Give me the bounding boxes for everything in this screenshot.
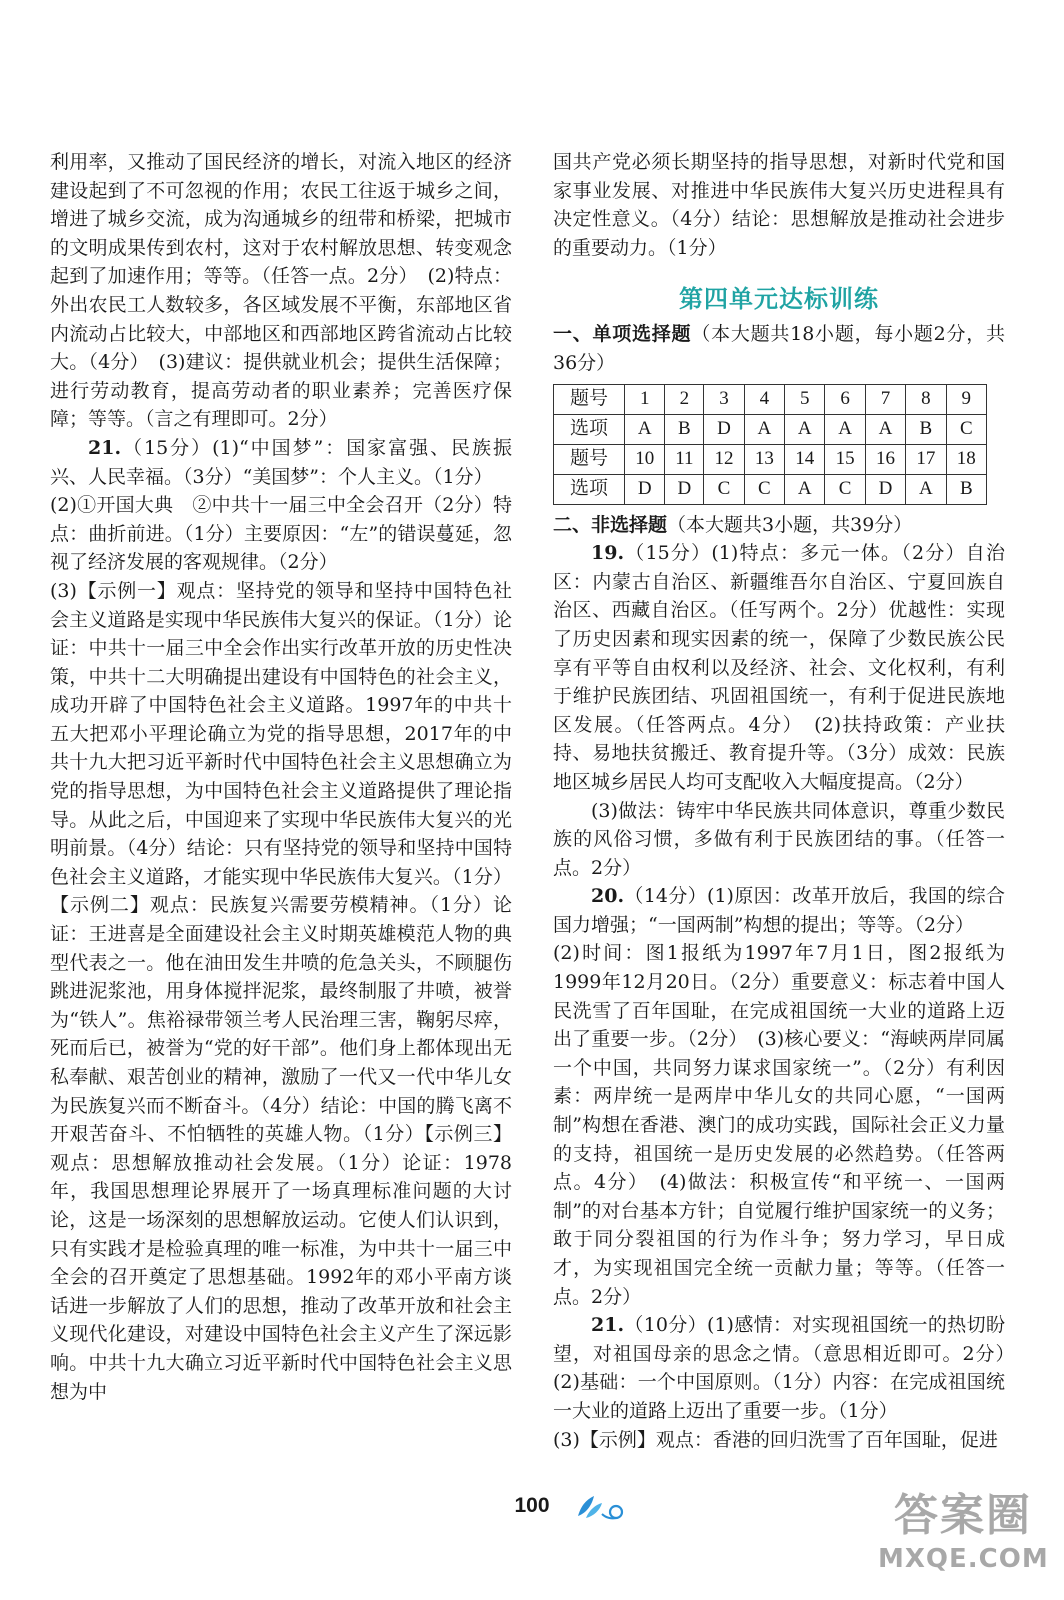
table-row xyxy=(554,444,987,474)
q20-number: 20. xyxy=(591,885,625,908)
q19-text: （15分）(1)特点：多元一体。（2分）自治区：内蒙古自治区、新疆维吾尔自治区、宁夏回族自治区、西藏自治区。（任写两个。2分）优越性：实现了历史因素和现实因素的统一，保障了少数民族公民享有平等自由权利以及经济、社会、文化权利，有利于维护民族团结、巩固祖国统一，有利于促进民族地区发展。（任答两点。4分） (2)扶持政策：产业扶持、易地扶贫搬迁、教育提升等。（3分）成效：民族地区城乡居民人均可支配收入大幅度提高。（2分） xyxy=(553,542,1005,793)
table-cell: C xyxy=(704,474,744,504)
q20-text: （14分）(1)原因：改革开放后，我国的综合国力增强；“一国两制”构想的提出；等等。（2分） xyxy=(553,885,1005,936)
q21b-paragraph xyxy=(553,1311,1025,1425)
table-cell: A xyxy=(825,414,865,444)
table-cell: 4 xyxy=(744,384,784,414)
table-cell: 13 xyxy=(744,444,784,474)
mc-note: （本大题共18小题，每小题2分，共36分） xyxy=(553,323,1005,374)
table-row xyxy=(554,384,987,414)
q20-paragraph xyxy=(553,882,1005,939)
q21-paragraph xyxy=(50,434,512,491)
table-cell: B xyxy=(906,414,946,444)
section-title: 第四单元达标训练 xyxy=(679,284,879,314)
page-number: 100 xyxy=(514,1494,550,1517)
table-row xyxy=(554,474,987,504)
watermark xyxy=(878,1490,1048,1590)
table-cell: A xyxy=(625,414,665,444)
table-cell: C xyxy=(825,474,865,504)
table-cell: D xyxy=(704,414,744,444)
table-cell: 17 xyxy=(906,444,946,474)
table-cell: 9 xyxy=(946,384,986,414)
table-cell: A xyxy=(865,414,905,444)
table-cell: D xyxy=(865,474,905,504)
q21b-text: （10分）(1)感情：对实现祖国统一的热切盼望，对祖国母亲的思念之情。（意思相近即可。2分） (2)基础：一个中国原则。（1分）内容：在完成祖国统一大业的道路上迈出了重要一步。（1分） xyxy=(553,1314,1025,1422)
q21-text: （15分）(1)“中国梦”：国家富强、民族振兴、人民幸福。（3分）“美国梦”：个人主义。（1分） xyxy=(50,436,512,488)
table-cell: A xyxy=(744,414,784,444)
table-cell: 1 xyxy=(625,384,665,414)
nonmc-heading-line xyxy=(553,511,1005,540)
right-paragraph-1: 国共产党必须长期坚持的指导思想，对新时代党和国家事业发展、对推进中华民族伟大复兴历史进程具有决定性意义。（4分）结论：思想解放是推动社会进步的重要动力。（1分） xyxy=(553,151,1005,259)
mc-heading-line xyxy=(553,320,1005,377)
table-cell: 11 xyxy=(665,444,704,474)
table-cell: D xyxy=(665,474,704,504)
answer-table xyxy=(553,384,987,505)
table-cell: 8 xyxy=(906,384,946,414)
nonmc-heading: 二、非选择题 xyxy=(553,513,668,536)
leaf-swirl-icon xyxy=(572,1492,632,1522)
q20-part2-paragraph: (2)时间：图1报纸为1997年7月1日，图2报纸为1999年12月20日。（2分）重要意义：标志着中国人民洗雪了百年国耻，在完成祖国统一大业的道路上迈出了重要一步。（2分） (3)核心要义：“海峡两岸同属一个中国，共同努力谋求国家统一”。（2分）有利因素：两岸统一是两岸中华儿女的共同心愿，“一国两制”构想在香港、澳门的成功实践，国际社会正义力量的支持，祖国统一是历史发展的必然趋势。（任答两点。4分） (4)做法：积极宣传“和平统一、一国两制”的对台基本方针；自觉履行维护国家统一的义务；敢于同分裂祖国的行为作斗争；努力学习，早日成才，为实现祖国完全统一贡献力量；等等。（任答一点。2分） xyxy=(553,942,1005,1308)
table-cell: 3 xyxy=(704,384,744,414)
table-cell: 14 xyxy=(785,444,825,474)
table-cell: 16 xyxy=(865,444,905,474)
q19-number: 19. xyxy=(591,542,625,565)
nonmc-note: （本大题共3小题，共39分） xyxy=(667,513,913,536)
table-cell: A xyxy=(785,414,825,444)
table-cell: 18 xyxy=(946,444,986,474)
table-cell: A xyxy=(906,474,946,504)
table-cell: 7 xyxy=(865,384,905,414)
left-column xyxy=(50,148,512,1406)
mc-heading: 一、单项选择题 xyxy=(553,323,692,346)
table-cell: D xyxy=(625,474,665,504)
table-header-cell: 选项 xyxy=(554,474,625,504)
table-cell: 10 xyxy=(625,444,665,474)
table-cell: 6 xyxy=(825,384,865,414)
table-cell: 15 xyxy=(825,444,865,474)
table-cell: 12 xyxy=(704,444,744,474)
left-paragraph-3: (2)①开国大典 ②中共十一届三中全会召开（2分）特点：曲折前进。（1分）主要原因：“左”的错误蔓延，忽视了经济发展的客观规律。（2分） xyxy=(50,494,512,574)
table-cell: C xyxy=(946,414,986,444)
table-cell: 2 xyxy=(665,384,704,414)
q21-number: 21. xyxy=(88,436,122,459)
watermark-domain: MXQE.COM xyxy=(878,1544,1049,1574)
table-header-cell: 题号 xyxy=(554,444,625,474)
table-cell: C xyxy=(744,474,784,504)
watermark-chinese: 答案圈 xyxy=(894,1490,1032,1541)
left-paragraph-1: 利用率，又推动了国民经济的增长，对流入地区的经济建设起到了不可忽视的作用；农民工往返于城乡之间，增进了城乡交流，成为沟通城乡的纽带和桥梁，把城市的文明成果传到农村，这对于农村解放思想、转变观念起到了加速作用；等等。（任答一点。2分） (2)特点：外出农民工人数较多，各区域发展不平衡，东部地区省内流动占比较大，中部地区和西部地区跨省流动占比较大。（4分） (3)建议：提供就业机会；提供生活保障；进行劳动教育，提高劳动者的职业素养；完善医疗保障；等等。（言之有理即可。2分） xyxy=(50,151,512,431)
table-cell: A xyxy=(785,474,825,504)
q21b-number: 21. xyxy=(591,1314,625,1337)
q19-paragraph xyxy=(553,539,1005,796)
right-column xyxy=(553,148,1025,1454)
table-row xyxy=(554,414,987,444)
q21b-part3-paragraph: (3)【示例】观点：香港的回归洗雪了百年国耻，促进 xyxy=(553,1428,998,1451)
left-paragraph-4: (3)【示例一】观点：坚持党的领导和坚持中国特色社会主义道路是实现中华民族伟大复兴的保证。（1分）论证：中共十一届三中全会作出实行改革开放的历史性决策，中共十二大明确提出建设有中国特色的社会主义，成功开辟了中国特色社会主义道路。1997年的中共十五大把邓小平理论确立为党的指导思想，2017年的中共十九大把习近平新时代中国特色社会主义思想确立为党的指导思想，为中国特色社会主义道路提供了理论指导。从此之后，中国迎来了实现中华民族伟大复兴的光明前景。（4分）结论：只有坚持党的领导和坚持中国特色社会主义道路，才能实现中华民族伟大复兴。（1分）【示例二】观点：民族复兴需要劳模精神。（1分）论证：王进喜是全面建设社会主义时期英雄模范人物的典型代表之一。他在油田发生井喷的危急关头，不顾腿伤跳进泥浆池，用身体搅拌泥浆，最终制服了井喷，被誉为“铁人”。焦裕禄带领兰考人民治理三害，鞠躬尽瘁，死而后已，被誉为“党的好干部”。他们身上都体现出无私奉献、艰苦创业的精神，激励了一代又一代中华儿女为民族复兴而不断奋斗。（4分）结论：中国的腾飞离不开艰苦奋斗、不怕牺牲的英雄人物。（1分）【示例三】观点：思想解放推动社会发展。（1分）论证：1978年，我国思想理论界展开了一场真理标准问题的大讨论，这是一场深刻的思想解放运动。它使人们认识到，只有实践才是检验真理的唯一标准，为中共十一届三中全会的召开奠定了思想基础。1992年的邓小平南方谈话进一步解放了人们的思想，推动了改革开放和社会主义现代化建设，对建设中国特色社会主义产生了深远影响。中共十九大确立习近平新时代中国特色社会主义思想为中 xyxy=(50,579,512,1403)
table-cell: 5 xyxy=(785,384,825,414)
table-header-cell: 选项 xyxy=(554,414,625,444)
table-cell: B xyxy=(946,474,986,504)
q19-part3-paragraph: (3)做法：铸牢中华民族共同体意识，尊重少数民族的风俗习惯，多做有利于民族团结的事。（任答一点。2分） xyxy=(553,799,1005,879)
table-cell: B xyxy=(665,414,704,444)
table-header-cell: 题号 xyxy=(554,384,625,414)
